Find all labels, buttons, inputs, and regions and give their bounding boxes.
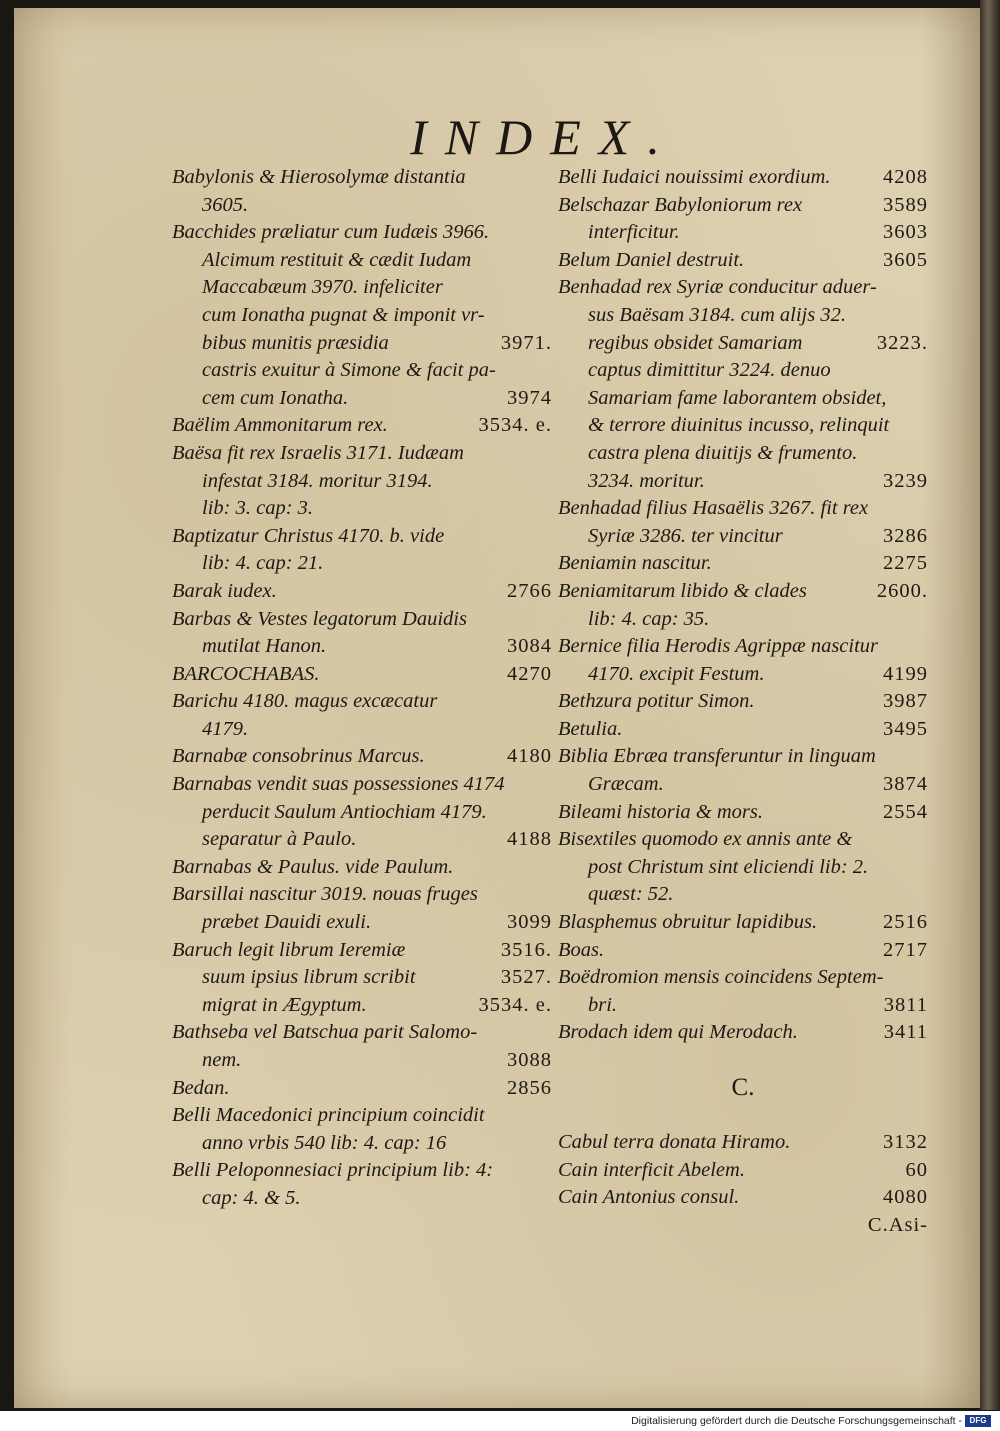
index-line: [172, 385, 552, 413]
index-line: [558, 771, 928, 799]
index-line: [172, 633, 552, 661]
index-line: [172, 1157, 552, 1185]
index-line: [558, 799, 928, 827]
index-year: 60: [905, 1158, 928, 1181]
index-year: 3534. e.: [478, 414, 552, 437]
index-year: 2554: [883, 800, 928, 823]
index-entry: [558, 247, 928, 275]
index-entry: [558, 274, 928, 495]
index-year: 3811: [883, 993, 928, 1016]
index-text: 4179.: [202, 717, 249, 740]
index-entry: [172, 606, 552, 661]
index-entry: [172, 743, 552, 771]
index-line: [172, 357, 552, 385]
index-entry: [172, 688, 552, 743]
index-line: [172, 164, 552, 192]
index-text: Betulia.: [558, 717, 623, 740]
index-line: [558, 826, 928, 854]
index-entry: [172, 219, 552, 412]
index-line: [558, 1212, 928, 1240]
index-line: [172, 468, 552, 496]
index-column-right: [558, 164, 928, 1239]
index-line: [558, 274, 928, 302]
index-text: captus dimittitur 3224. denuo: [588, 359, 831, 382]
index-entry: [172, 1075, 552, 1103]
index-entry: [558, 495, 928, 550]
index-entry: [558, 578, 928, 633]
index-text: Boas.: [558, 938, 605, 961]
index-line: [172, 550, 552, 578]
index-line: [558, 743, 928, 771]
index-text: 3605.: [202, 193, 249, 216]
index-line: [558, 716, 928, 744]
index-entry: [172, 578, 552, 606]
index-entry: [558, 826, 928, 909]
index-year: 2516: [883, 911, 928, 934]
index-text: perducit Saulum Antiochiam 4179.: [202, 800, 487, 823]
index-text: Barbas & Vestes legatorum Dauidis: [172, 607, 467, 630]
index-line: [172, 992, 552, 1020]
index-line: [172, 330, 552, 358]
index-line: [558, 909, 928, 937]
index-text: Blasphemus obruitur lapidibus.: [558, 911, 818, 934]
index-year: 2717: [883, 938, 928, 961]
index-text: cap: 4. & 5.: [202, 1186, 301, 1209]
index-year: 2856: [507, 1076, 552, 1099]
index-line: [558, 247, 928, 275]
index-text: Brodach idem qui Merodach.: [558, 1021, 798, 1044]
index-line: [558, 1129, 928, 1157]
index-line: [172, 799, 552, 827]
index-column-left: [172, 164, 552, 1213]
index-line: [172, 495, 552, 523]
index-line: [558, 164, 928, 192]
index-text: separatur à Paulo.: [202, 828, 357, 851]
index-entry: [558, 743, 928, 798]
index-text: regibus obsidet Samariam: [588, 331, 803, 354]
index-text: 4170. excipit Festum.: [588, 662, 765, 685]
index-line: [558, 964, 928, 992]
index-line: [558, 1184, 928, 1212]
index-year: 4188: [507, 828, 552, 851]
index-text: Belli Macedonici principium coincidit: [172, 1104, 485, 1127]
index-year: 3099: [507, 911, 552, 934]
index-line: [558, 357, 928, 385]
index-text: Barnabas & Paulus. vide Paulum.: [172, 855, 454, 878]
index-entry: [172, 1019, 552, 1074]
index-line: [558, 854, 928, 882]
index-entry: [172, 854, 552, 882]
index-line: [172, 1075, 552, 1103]
index-line: [172, 1047, 552, 1075]
index-text: post Christum sint eliciendi lib: 2.: [588, 855, 869, 878]
index-year: 3974: [507, 386, 552, 409]
index-entry: [172, 164, 552, 219]
index-text: cem cum Ionatha.: [202, 386, 349, 409]
index-line: [558, 633, 928, 661]
index-year: 3495: [883, 717, 928, 740]
index-text: migrat in Ægyptum.: [202, 993, 367, 1016]
index-line: [558, 385, 928, 413]
index-line: [172, 909, 552, 937]
index-text: Cabul terra donata Hiramo.: [558, 1131, 791, 1153]
index-year: 4180: [507, 745, 552, 768]
index-line: [172, 854, 552, 882]
index-year: 4270: [507, 662, 552, 685]
index-text: Beniamin nascitur.: [558, 552, 712, 575]
index-text: cum Ionatha pugnat & imponit vr-: [202, 303, 485, 326]
index-text: quæst: 52.: [588, 883, 674, 906]
index-entry: [172, 881, 552, 936]
index-text: infestat 3184. moritur 3194.: [202, 469, 433, 492]
index-year: 3527.: [500, 966, 552, 989]
index-text: Belschazar Babyloniorum rex: [558, 193, 803, 216]
index-line: [172, 771, 552, 799]
index-line: [172, 578, 552, 606]
index-text: & terrore diuinitus incusso, relinquit: [588, 414, 890, 437]
index-line: [558, 330, 928, 358]
index-text: Barak iudex.: [172, 579, 277, 602]
index-year: 3132: [883, 1131, 928, 1153]
index-entry: [172, 937, 552, 1020]
index-entry: [172, 440, 552, 523]
index-line: [172, 743, 552, 771]
digitization-footer: [0, 1411, 1000, 1431]
index-line: [558, 661, 928, 689]
index-line: [558, 1019, 928, 1047]
index-text: Biblia Ebræa transferuntur in linguam: [558, 745, 876, 768]
index-year: C.Asi-: [867, 1213, 928, 1236]
index-entry: [558, 1184, 928, 1212]
index-line: [172, 192, 552, 220]
index-year: 2766: [507, 579, 552, 602]
index-line: [558, 881, 928, 909]
dfg-logo: DFG: [965, 1415, 991, 1427]
index-line: [172, 881, 552, 909]
index-text: Bernice filia Herodis Agrippæ nascitur: [558, 635, 879, 658]
page-title: INDEX.: [410, 109, 678, 165]
index-entry: [172, 412, 552, 440]
index-text: nem.: [202, 1049, 242, 1071]
index-text: mutilat Hanon.: [202, 635, 327, 658]
index-text: sus Baësam 3184. cum alijs 32.: [588, 303, 846, 326]
index-entry: [172, 771, 552, 854]
index-year: 4080: [883, 1186, 928, 1209]
index-text: Baruch legit librum Ieremiæ: [172, 938, 406, 961]
section-letter-heading: C.: [731, 1074, 755, 1101]
index-text: Bathseba vel Batschua parit Salomo-: [172, 1021, 478, 1044]
index-text: interficitur.: [588, 221, 680, 244]
index-year: 2600.: [876, 579, 928, 602]
index-entry: [558, 192, 928, 247]
index-text: Bacchides præliatur cum Iudæis 3966.: [172, 221, 490, 244]
index-text: Syriæ 3286. ter vincitur: [588, 524, 783, 547]
index-year: 3239: [883, 469, 928, 492]
index-line: [172, 412, 552, 440]
index-year: 3874: [883, 773, 928, 796]
index-text: Barnabæ consobrinus Marcus.: [172, 745, 425, 768]
index-text: Belli Peloponnesiaci principium lib: 4:: [172, 1159, 494, 1182]
index-year: 2275: [883, 552, 928, 575]
index-entry: [172, 1157, 552, 1212]
index-entry: [558, 1019, 928, 1047]
index-entry: [558, 550, 928, 578]
index-text: Alcimum restituit & cædit Iudam: [202, 248, 472, 271]
index-line: [558, 192, 928, 220]
index-line: [172, 440, 552, 468]
index-line: [172, 219, 552, 247]
index-entry: [558, 688, 928, 716]
index-line: [558, 440, 928, 468]
index-text: Belli Iudaici nouissimi exordium.: [558, 166, 831, 188]
index-entry: [558, 909, 928, 937]
index-text: suum ipsius librum scribit: [202, 966, 416, 989]
index-year: 3589: [883, 193, 928, 216]
index-year: 4208: [883, 166, 928, 188]
index-text: Samariam fame laborantem obsidet,: [588, 386, 887, 409]
index-line: [172, 716, 552, 744]
index-line: [172, 1019, 552, 1047]
index-text: castra plena diuitijs & frumento.: [588, 441, 858, 464]
index-line: [558, 688, 928, 716]
index-year: 3987: [883, 690, 928, 713]
index-line: [558, 606, 928, 634]
index-line: [172, 937, 552, 965]
index-year: 3534. e.: [478, 993, 552, 1016]
index-text: lib: 3. cap: 3.: [202, 497, 314, 520]
index-line: [172, 274, 552, 302]
index-year: 3286: [883, 524, 928, 547]
index-line: [558, 550, 928, 578]
index-text: bri.: [588, 993, 618, 1016]
index-line: [172, 1185, 552, 1213]
index-entry: [172, 661, 552, 689]
index-text: Cain Antonius consul.: [558, 1186, 740, 1209]
index-year: 3084: [507, 635, 552, 658]
index-year: 3088: [507, 1049, 552, 1071]
index-year: 3223.: [876, 331, 928, 354]
index-text: Baësa fit rex Israelis 3171. Iudæam: [172, 441, 464, 464]
index-line: [172, 661, 552, 689]
index-line: [172, 826, 552, 854]
index-year: 3411: [883, 1021, 928, 1044]
index-text: bibus munitis præsidia: [202, 331, 389, 354]
book-edge: [980, 0, 1000, 1410]
index-year: 3603: [883, 221, 928, 244]
index-text: lib: 4. cap: 35.: [588, 607, 710, 630]
index-line: [172, 302, 552, 330]
index-year: 4199: [883, 662, 928, 685]
index-line: [558, 412, 928, 440]
index-text: Bisextiles quomodo ex annis ante &: [558, 828, 853, 851]
index-line: [172, 688, 552, 716]
index-text: lib: 4. cap: 21.: [202, 552, 324, 575]
index-line: [172, 247, 552, 275]
index-text: Bedan.: [172, 1076, 230, 1099]
index-entry: [558, 1129, 928, 1157]
index-line: [558, 219, 928, 247]
index-text: castris exuitur à Simone & facit pa-: [202, 359, 496, 382]
index-entry: [558, 716, 928, 744]
index-text: anno vrbis 540 lib: 4. cap: 16: [202, 1131, 447, 1154]
index-text: Benhadad filius Hasaëlis 3267. fit rex: [558, 497, 869, 520]
index-entry: [558, 1157, 928, 1185]
index-line: [172, 523, 552, 551]
index-text: Baptizatur Christus 4170. b. vide: [172, 524, 445, 547]
index-line: [172, 964, 552, 992]
index-line: [558, 523, 928, 551]
index-line: [558, 302, 928, 330]
index-year: 3971.: [500, 331, 552, 354]
index-line: [558, 937, 928, 965]
index-entry: [558, 937, 928, 965]
index-year: 3605: [883, 248, 928, 271]
index-entry: [558, 1212, 928, 1240]
index-text: BARCOCHABAS.: [172, 662, 320, 685]
index-text: 3234. moritur.: [588, 469, 705, 492]
index-text: Baëlim Ammonitarum rex.: [172, 414, 388, 437]
index-line: [558, 495, 928, 523]
index-text: Beniamitarum libido & clades: [558, 579, 807, 602]
index-line: [558, 1157, 928, 1185]
index-entry: [172, 1102, 552, 1157]
index-text: Belum Daniel destruit.: [558, 248, 745, 271]
index-line: [172, 606, 552, 634]
index-text: Barsillai nascitur 3019. nouas fruges: [172, 883, 478, 906]
index-text: Barichu 4180. magus excæcatur: [172, 690, 438, 713]
index-entry: [558, 633, 928, 688]
index-text: præbet Dauidi exuli.: [202, 911, 372, 934]
index-line: [172, 1130, 552, 1158]
index-line: [558, 578, 928, 606]
index-entry: [558, 164, 928, 192]
index-text: Bethzura potitur Simon.: [558, 690, 755, 713]
index-entry: [558, 799, 928, 827]
index-entry: [558, 964, 928, 1019]
index-line: [558, 468, 928, 496]
index-text: Græcam.: [588, 773, 664, 796]
index-text: Maccabæum 3970. infeliciter: [202, 276, 443, 299]
index-line: [558, 992, 928, 1020]
index-text: Barnabas vendit suas possessiones 4174: [172, 773, 505, 796]
index-text: Babylonis & Hierosolymæ distantia: [172, 166, 466, 188]
footer-credit: Digitalisierung gefördert durch die Deutsche Forschungsgemeinschaft -: [631, 1415, 962, 1427]
index-line: [172, 1102, 552, 1130]
index-year: 3516.: [500, 938, 552, 961]
index-text: Bileami historia & mors.: [558, 800, 764, 823]
index-entry: [172, 523, 552, 578]
index-text: Benhadad rex Syriæ conducitur aduer-: [558, 276, 877, 299]
index-text: Cain interficit Abelem.: [558, 1158, 745, 1181]
index-text: Boëdromion mensis coincidens Septem-: [558, 966, 884, 989]
